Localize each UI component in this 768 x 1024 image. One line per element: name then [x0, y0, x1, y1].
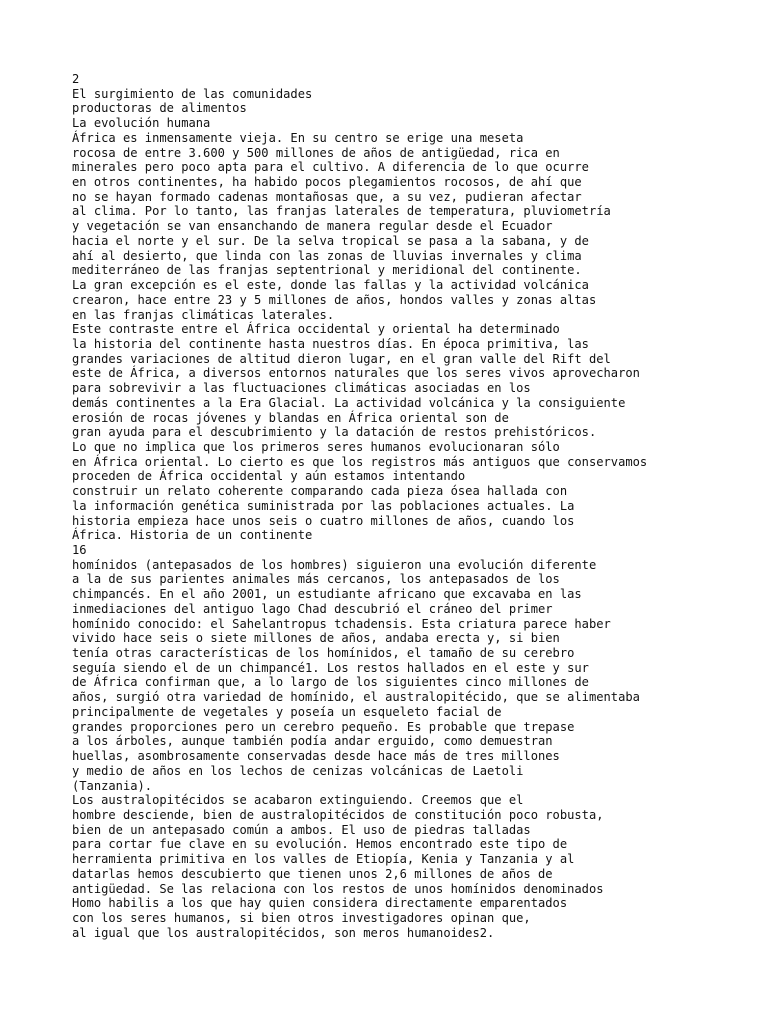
text-line: herramienta primitiva en los valles de Etiopía, Kenia y Tanzania y al: [72, 852, 575, 867]
text-line: a los árboles, aunque también podía andar erguido, como demuestran: [72, 734, 553, 749]
text-line: ahí al desierto, que linda con las zonas de lluvias invernales y clima: [72, 248, 582, 263]
text-line: Homo habilis a los que hay quien considera directamente emparentados: [72, 896, 568, 911]
text-line: en las franjas climáticas laterales.: [72, 307, 335, 322]
text-line: (Tanzania).: [72, 778, 153, 793]
text-line: homínidos (antepasados de los hombres) siguieron una evolución diferente: [72, 557, 597, 572]
text-line: África. Historia de un continente: [72, 528, 313, 543]
text-line: Los australopitécidos se acabaron extinguiendo. Creemos que el: [72, 793, 524, 808]
text-line: minerales pero poco apta para el cultivo. A diferencia de lo que ocurre: [72, 160, 589, 175]
text-line: crearon, hace entre 23 y 5 millones de años, hondos valles y zonas altas: [72, 292, 597, 307]
document-page: [72, 72, 762, 940]
text-line: al igual que los australopitécidos, son meros humanoides2.: [72, 925, 495, 940]
text-line: este de África, a diversos entornos naturales que los seres vivos aprovecharon: [72, 366, 640, 381]
text-line: en África oriental. Lo cierto es que los registros más antiguos que conservamos: [72, 454, 648, 469]
text-line: construir un relato coherente comparando cada pieza ósea hallada con: [72, 484, 568, 499]
text-line: grandes proporciones pero un cerebro pequeño. Es probable que trepase: [72, 719, 575, 734]
text-line: gran ayuda para el descubrimiento y la datación de restos prehistóricos.: [72, 425, 597, 440]
text-line: chimpancés. En el año 2001, un estudiante africano que excavaba en las: [72, 587, 582, 602]
text-line: años, surgió otra variedad de homínido, el australopitécido, que se alimentaba: [72, 690, 640, 705]
text-line: seguía siendo el de un chimpancé1. Los restos hallados en el este y sur: [72, 660, 589, 675]
page-number: 16: [72, 543, 87, 557]
text-line: mediterráneo de las franjas septentrional y meridional del continente.: [72, 263, 582, 278]
text-line: de África confirman que, a lo largo de los siguientes cinco millones de: [72, 675, 589, 690]
text-line: la historia del continente hasta nuestros días. En época primitiva, las: [72, 336, 589, 351]
text-line: y medio de años en los lechos de cenizas volcánicas de Laetoli: [72, 763, 524, 778]
text-line: en otros continentes, ha habido pocos plegamientos rocosos, de ahí que: [72, 175, 582, 190]
text-line: Este contraste entre el África occidental y oriental ha determinado: [72, 322, 560, 337]
text-line: proceden de África occidental y aún estamos intentando: [72, 469, 466, 484]
text-line: rocosa de entre 3.600 y 500 millones de años de antigüedad, rica en: [72, 145, 560, 160]
text-line: datarlas hemos descubierto que tienen unos 2,6 millones de años de: [72, 866, 553, 881]
text-line: La gran excepción es el este, donde las fallas y la actividad volcánica: [72, 278, 589, 293]
text-line: homínido conocido: el Sahelantropus tchadensis. Esta criatura parece haber: [72, 616, 611, 631]
text-line: con los seres humanos, si bien otros investigadores opinan que,: [72, 910, 531, 925]
text-line: al clima. Por lo tanto, las franjas laterales de temperatura, pluviometría: [72, 204, 611, 219]
text-line: inmediaciones del antiguo lago Chad descubrió el cráneo del primer: [72, 601, 553, 616]
text-line: tenía otras características de los homínidos, el tamaño de su cerebro: [72, 646, 575, 661]
text-line: y vegetación se van ensanchando de manera regular desde el Ecuador: [72, 219, 553, 234]
text-line: vivido hace seis o siete millones de años, andaba erecta y, si bien: [72, 631, 560, 646]
text-line: hombre desciende, bien de australopitécidos de constitución poco robusta,: [72, 807, 604, 822]
page-number: 2: [72, 72, 80, 86]
text-line: erosión de rocas jóvenes y blandas en África oriental son de: [72, 410, 509, 425]
text-line: hacia el norte y el sur. De la selva tropical se pasa a la sabana, y de: [72, 233, 589, 248]
text-line: grandes variaciones de altitud dieron lugar, en el gran valle del Rift del: [72, 351, 611, 366]
text-line: bien de un antepasado común a ambos. El uso de piedras talladas: [72, 822, 531, 837]
text-line: El surgimiento de las comunidades: [72, 86, 313, 101]
text-line: productoras de alimentos: [72, 101, 247, 116]
text-line: para sobrevivir a las fluctuaciones climáticas asociadas en los: [72, 381, 531, 396]
text-line: la información genética suministrada por las poblaciones actuales. La: [72, 498, 575, 513]
text-line: antigüedad. Se las relaciona con los restos de unos homínidos denominados: [72, 881, 604, 896]
text-line: demás continentes a la Era Glacial. La actividad volcánica y la consiguiente: [72, 395, 626, 410]
text-line: para cortar fue clave en su evolución. Hemos encontrado este tipo de: [72, 837, 568, 852]
text-line: historia empieza hace unos seis o cuatro millones de años, cuando los: [72, 513, 575, 528]
text-line: a la de sus parientes animales más cercanos, los antepasados de los: [72, 572, 560, 587]
text-line: África es inmensamente vieja. En su centro se erige una meseta: [72, 130, 524, 145]
text-line: Lo que no implica que los primeros seres humanos evolucionaran sólo: [72, 439, 560, 454]
text-line: principalmente de vegetales y poseía un esqueleto facial de: [72, 704, 502, 719]
text-line: no se hayan formado cadenas montañosas que, a su vez, pudieran afectar: [72, 189, 582, 204]
text-line: huellas, asombrosamente conservadas desde hace más de tres millones: [72, 749, 560, 764]
text-line: La evolución humana: [72, 116, 211, 131]
